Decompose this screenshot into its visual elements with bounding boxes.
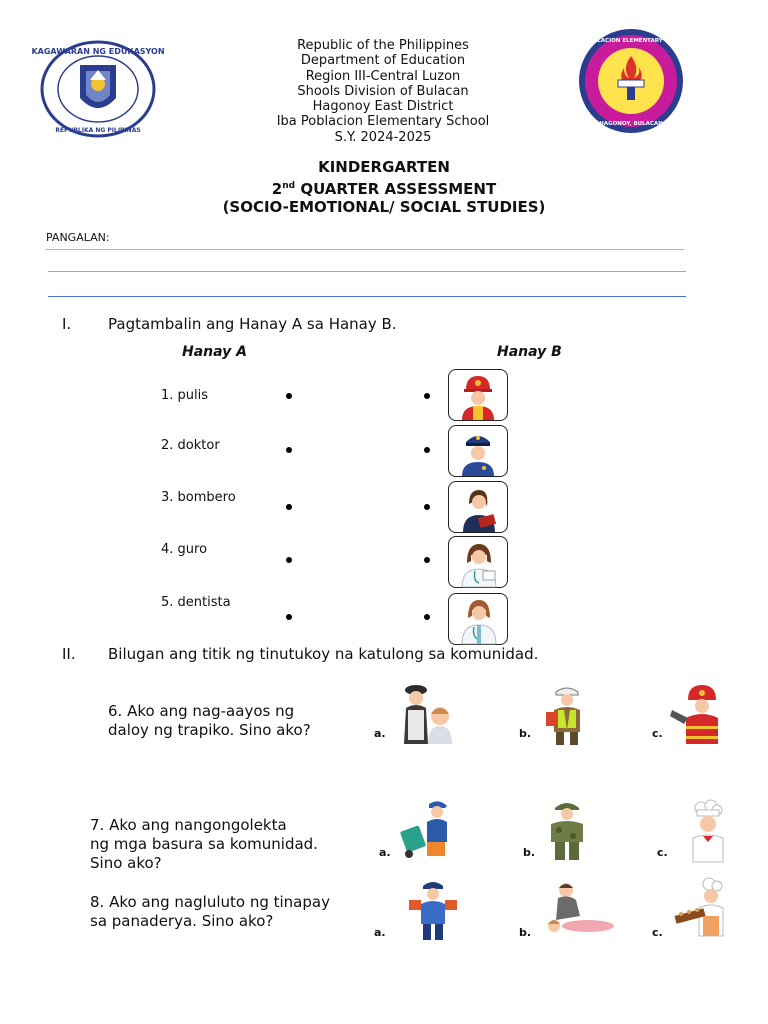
match-dot-a[interactable] [286,614,292,620]
question-7 [90,816,318,873]
option-c[interactable]: c. [652,926,663,939]
police-officer-icon [448,425,508,477]
option-a[interactable]: a. [374,727,386,740]
name-label: PANGALAN: [46,231,110,244]
divider-orange [48,271,686,272]
title-quarter-text: QUARTER ASSESSMENT [295,179,497,198]
match-dot-a[interactable] [286,447,292,453]
question-line: 7. Ako ang nangongolekta [90,816,287,834]
traffic-enforcer-icon[interactable] [542,682,592,750]
match-dot-a[interactable] [286,504,292,510]
school-header [250,38,516,145]
match-dot-b[interactable] [424,557,430,563]
match-item: 2. doktor [161,438,220,453]
match-dot-b[interactable] [424,614,430,620]
title-quarter-suffix: nd [282,180,296,191]
svg-text:KAGAWARAN NG EDUKASYON: KAGAWARAN NG EDUKASYON [31,47,165,56]
title-line-3: (SOCIO-EMOTIONAL/ SOCIAL STUDIES) [222,198,546,216]
title-line-1: KINDERGARTEN [318,158,450,176]
match-item: 4. guro [161,542,208,557]
firefighter-icon[interactable] [670,680,730,750]
option-b[interactable]: b. [519,926,532,939]
match-dot-b[interactable] [424,447,430,453]
match-dot-a[interactable] [286,557,292,563]
header-line: S.Y. 2024-2025 [334,129,432,145]
match-item: 5. dentista [161,595,231,610]
baker-icon[interactable] [673,876,733,946]
question-line: sa panaderya. Sino ako? [90,912,274,930]
option-b[interactable]: b. [519,727,532,740]
question-line: Sino ako? [90,854,162,872]
first-aider-icon[interactable] [540,880,616,944]
option-a[interactable]: a. [374,926,386,939]
header-line: Department of Education [300,53,466,69]
soldier-icon[interactable] [545,798,589,866]
header-line: Region III-Central Luzon [305,68,461,84]
section-1-instruction: Pagtambalin ang Hanay A sa Hanay B. [108,315,397,333]
column-a-heading: Hanay A [182,344,247,360]
dentist-icon [448,593,508,645]
question-6 [108,702,311,740]
option-a[interactable]: a. [379,846,391,859]
school-seal-icon [571,28,691,134]
match-dot-a[interactable] [286,393,292,399]
option-c[interactable]: c. [657,846,668,859]
header-line: Republic of the Philippines [297,38,469,53]
column-b-heading: Hanay B [497,344,562,360]
barber-icon[interactable] [398,682,462,750]
option-c[interactable]: c. [652,727,663,740]
garbage-collector-icon[interactable] [397,798,461,866]
option-b[interactable]: b. [523,846,536,859]
match-dot-b[interactable] [424,393,430,399]
mail-carrier-icon[interactable] [405,878,461,946]
question-8 [90,893,330,931]
header-line: Iba Poblacion Elementary School [276,114,490,130]
header-line: Shools Division of Bulacan [297,83,469,99]
question-line: 8. Ako ang nagluluto ng tinapay [90,893,330,911]
teacher-icon [448,481,508,533]
divider-blue [48,296,686,297]
match-item: 3. bombero [161,490,236,505]
section-2-numeral: II. [62,645,76,663]
question-line: ng mga basura sa komunidad. [90,835,318,853]
deped-seal-icon [31,40,165,138]
svg-text:IBA POBLACION ELEMENTARY SCHOO: IBA POBLACION ELEMENTARY SCHOOL [571,38,691,44]
svg-text:REPUBLIKA NG PILIPINAS: REPUBLIKA NG PILIPINAS [55,127,141,134]
header-line: Hagonoy East District [312,99,454,115]
firefighter-icon [448,369,508,421]
question-line: 6. Ako ang nag-aayos ng [108,702,295,720]
chef-icon[interactable] [685,800,729,868]
title-line-2 [150,177,618,199]
question-line: daloy ng trapiko. Sino ako? [108,721,311,739]
section-1-numeral: I. [62,315,72,333]
svg-text:HAGONOY, BULACAN: HAGONOY, BULACAN [599,121,663,127]
doctor-icon [448,536,508,588]
match-item: 1. pulis [161,388,209,403]
section-2-instruction: Bilugan ang titik ng tinutukoy na katulong sa komunidad. [108,645,539,663]
name-line[interactable] [46,249,684,250]
assessment-title [150,158,618,217]
title-quarter-number: 2 [271,179,283,198]
match-dot-b[interactable] [424,504,430,510]
